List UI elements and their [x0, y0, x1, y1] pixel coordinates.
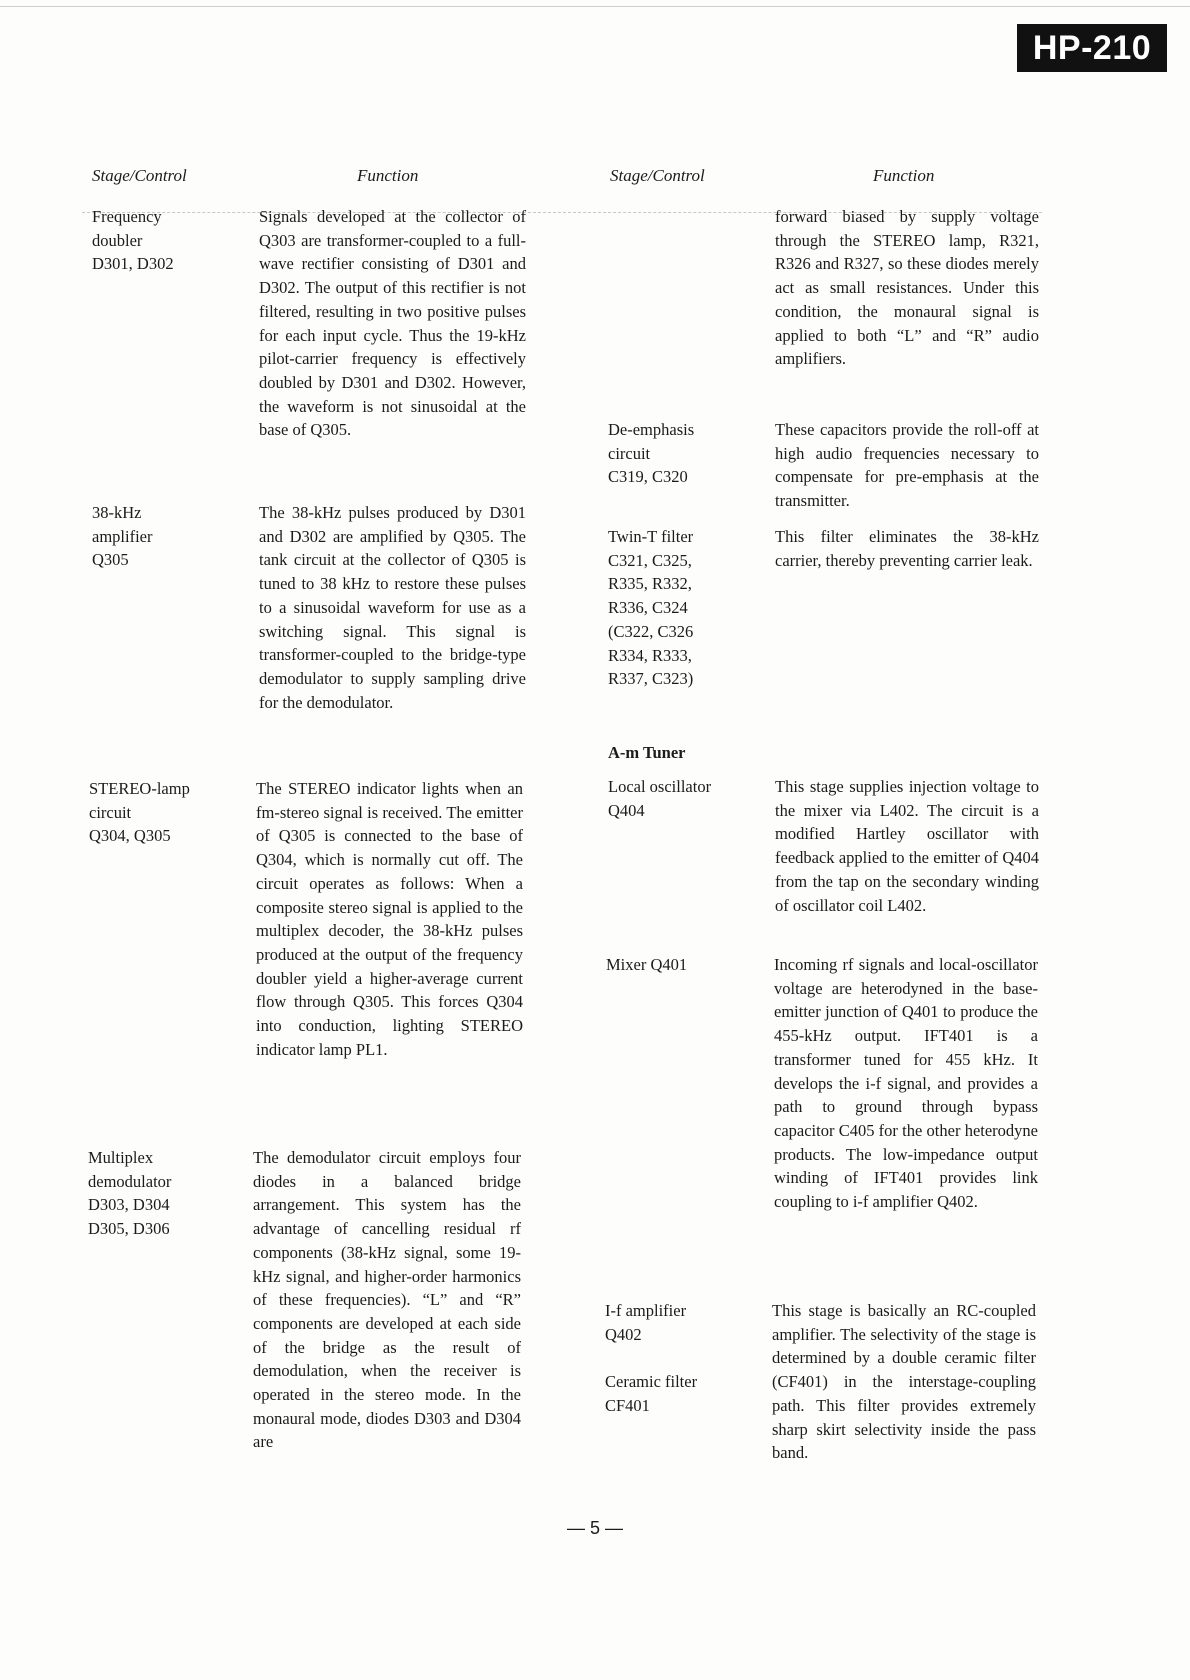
stage-line: R334, R333,	[608, 645, 692, 665]
right-row-3-function: This filter eliminates the 38-kHz carrier, thereby preventing carrier leak.	[775, 527, 1039, 570]
stage-line: C319, C320	[608, 467, 688, 487]
top-rule	[0, 6, 1190, 7]
left-row-2-stage	[92, 501, 152, 572]
right-row-5-function: Incoming rf signals and local-oscillator voltage are heterodyned in the base-emitter junction of Q401 to produce the 455-kHz output. IFT401 is a transformer tuned for 455 kHz. It develops the i-f signal, and provides a path to ground through bypass capacitor C405 for the other heterodyne products. The low-impedance output winding of IFT401 provides link coupling to i-f amplifier Q402.	[774, 955, 1038, 1212]
stage-line: amplifier	[92, 526, 153, 546]
right-row-1-function: forward biased by supply voltage through the STEREO lamp, R321, R326 and R327, so these diodes merely act as small resistances. Under this condition, the monaural signal is applied to both “L” and “R” audio amplifiers.	[775, 207, 1039, 369]
stage-line: D305, D306	[88, 1219, 170, 1239]
left-function-header: Function	[357, 166, 419, 185]
right-row-2-stage	[608, 418, 694, 489]
left-stage-header: Stage/Control	[92, 166, 187, 185]
left-row-4-function: The demodulator circuit employs four diodes in a balanced bridge arrangement. This system has the advantage of cancelling residual rf components (38-kHz signal, some 19-kHz signal, and higher-order harmonics of these frequencies). “L” and “R” components are developed at each side of the bridge as the result of demodulation, when the receiver is operated in the stereo mode. In the monaural mode, diodes D303 and D304 are	[253, 1148, 521, 1452]
stage-line: R335, R332,	[608, 574, 692, 594]
right-row-6-stage	[605, 1299, 697, 1418]
page-number: — 5 —	[566, 1518, 623, 1538]
stage-line: Ceramic filter	[605, 1372, 698, 1392]
stage-line: R337, C323)	[608, 669, 694, 689]
left-row-1-stage	[92, 205, 174, 276]
left-row-3-function: The STEREO indicator lights when an fm-stereo signal is received. The emitter of Q305 is connected to the base of Q304, which is normally cut off. The circuit operates as follows: When a composite stereo signal is applied to the multiplex decoder, the 38-kHz pulses produced at the output of the frequency doubler yield a higher-average current flow through Q305. This forces Q304 into conduction, lighting STEREO indicator lamp PL1.	[256, 779, 523, 1059]
stage-line: doubler	[92, 230, 143, 250]
stage-line: Twin-T filter	[608, 527, 694, 546]
stage-line: R336, C324	[608, 598, 688, 618]
stage-line: Mixer Q401	[606, 955, 688, 974]
stage-line: De-emphasis	[608, 420, 695, 439]
stage-line: Q404	[608, 800, 645, 820]
right-row-6-function: This stage is basically an RC-coupled amplifier. The selectivity of the stage is determined by a double ceramic filter (CF401) in the interstage-coupling path. This filter provides extremely sharp skirt selectivity inside the pass band.	[772, 1301, 1036, 1463]
right-row-5-stage	[606, 953, 687, 977]
model-badge: HP-210	[1017, 24, 1167, 72]
right-row-3-stage	[608, 525, 693, 691]
stage-line: Q305	[92, 550, 129, 570]
section-heading-am-tuner: A-m Tuner	[608, 743, 686, 762]
stage-line: demodulator	[88, 1171, 172, 1191]
stage-line: circuit	[89, 802, 132, 822]
left-row-2-function: The 38-kHz pulses produced by D301 and D302 are amplified by Q305. The tank circuit at the collector of Q305 is tuned to 38 kHz to restore these pulses to a sinusoidal waveform for use as a switching signal. This signal is transformer-coupled to the bridge-type demodulator to supply sampling drive for the demodulator.	[259, 503, 526, 712]
stage-line: Multiplex	[88, 1148, 154, 1167]
stage-line: D301, D302	[92, 254, 174, 274]
stage-line: CF401	[605, 1395, 650, 1415]
stage-line: D303, D304	[88, 1195, 170, 1215]
left-row-1-function: Signals developed at the collector of Q303 are transformer-coupled to a full-wave rectifier consisting of D301 and D302. The output of this rectifier is not filtered, resulting in two positive pulses for each input cycle. Thus the 19-kHz pilot-carrier frequency is effectively doubled by D301 and D302. However, the waveform is not sinusoidal at the base of Q305.	[259, 207, 526, 440]
stage-line: 38-kHz	[92, 503, 142, 522]
stage-line: I-f amplifier	[605, 1301, 687, 1320]
left-row-4-stage	[88, 1146, 171, 1241]
stage-line: Q304, Q305	[89, 826, 171, 846]
stage-line: Local oscillator	[608, 777, 712, 796]
stage-line: STEREO-lamp	[89, 779, 190, 798]
right-row-4-function: This stage supplies injection voltage to the mixer via L402. The circuit is a modified Hartley oscillator with feedback applied to the emitter of Q404 from the tap on the secondary winding of oscillator coil L402.	[775, 777, 1039, 915]
right-row-4-stage	[608, 775, 711, 822]
stage-line: circuit	[608, 443, 651, 463]
left-row-3-stage	[89, 777, 190, 848]
stage-line: Frequency	[92, 207, 162, 226]
stage-line: Q402	[605, 1324, 642, 1344]
right-row-2-function: These capacitors provide the roll-off at high audio frequencies necessary to compensate for pre-emphasis at the transmitter.	[775, 420, 1039, 511]
stage-line: (C322, C326	[608, 621, 694, 641]
right-function-header: Function	[873, 166, 935, 185]
stage-line: C321, C325,	[608, 550, 692, 570]
stage-spacer	[605, 1346, 697, 1370]
right-stage-header: Stage/Control	[610, 166, 705, 185]
